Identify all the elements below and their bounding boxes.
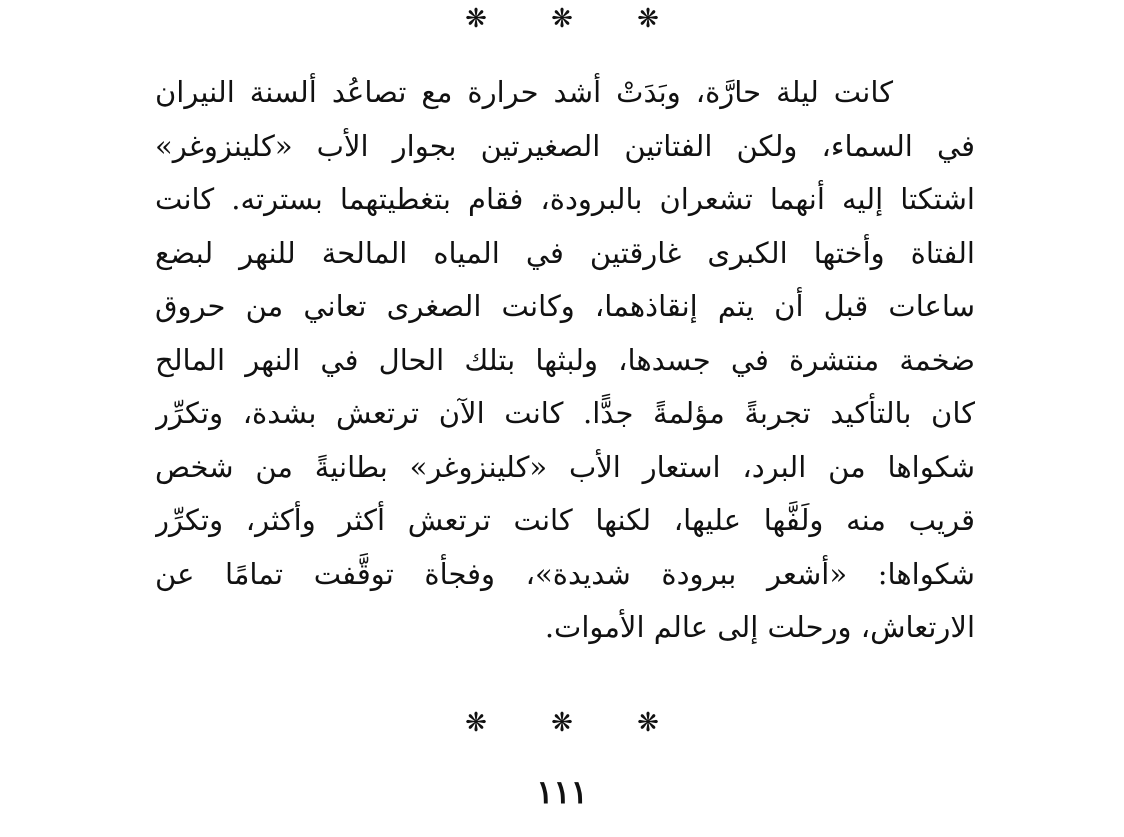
paragraph-line: ضخمة منتشرة في جسدها، ولبثها بتلك الحال في النهر المالح <box>155 342 975 377</box>
asterism-icon: ❋ <box>637 4 659 34</box>
paragraph-line: شكواها من البرد، استعار الأب «كلينزوغر» بطانيةً من شخص <box>155 449 975 484</box>
asterism-icon: ❋ <box>551 4 573 34</box>
paragraph-line: كان بالتأكيد تجربةً مؤلمةً جدًّا. كانت الآن ترتعش بشدة، وتكرِّر <box>155 396 975 430</box>
paragraph-line: في السماء، ولكن الفتاتين الصغيرتين بجوار الأب «كلينزوغر» <box>155 128 975 163</box>
top-section-divider <box>0 4 1124 34</box>
asterism-icon: ❋ <box>465 4 487 34</box>
paragraph-line: قريب منه ولَفَّها عليها، لكنها كانت ترتعش أكثر وأكثر، وتكرِّر <box>155 503 975 537</box>
asterism-icon: ❋ <box>465 708 487 738</box>
paragraph-line: الفتاة وأختها الكبرى غارقتين في المياه المالحة للنهر لبضع <box>155 235 975 270</box>
paragraph-line: اشتكتا إليه أنهما تشعران بالبرودة، فقام بتغطيتهما بسترته. كانت <box>155 182 975 216</box>
paragraph-line: ساعات قبل أن يتم إنقاذهما، وكانت الصغرى تعاني من حروق <box>155 289 975 323</box>
page-number: ١١١ <box>536 773 588 811</box>
asterism-icon: ❋ <box>637 708 659 738</box>
bottom-section-divider <box>0 708 1124 738</box>
asterism-icon: ❋ <box>551 708 573 738</box>
paragraph-line: شكواها: «أشعر ببرودة شديدة»، وفجأة توقَّفت تمامًا عن <box>155 556 975 591</box>
paragraph-line: الارتعاش، ورحلت إلى عالم الأموات. <box>544 610 975 644</box>
paragraph-line: كانت ليلة حارَّة، وبَدَتْ أشد حرارة مع تصاعُد ألسنة النيران <box>155 75 893 109</box>
body-paragraph <box>155 66 975 655</box>
